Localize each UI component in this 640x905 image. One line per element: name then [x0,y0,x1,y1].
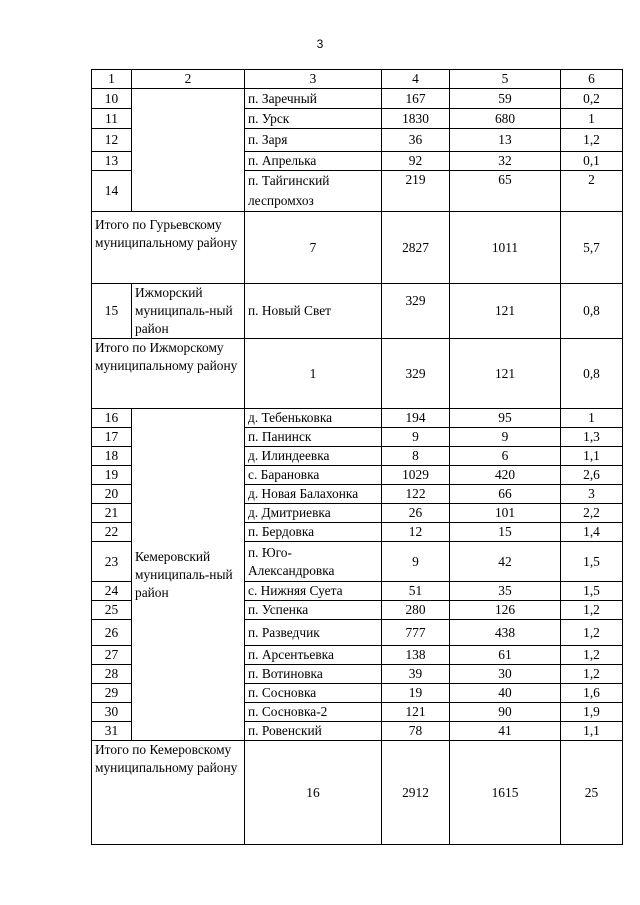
total-count: 16 [245,741,382,845]
col4-value: 329 [382,284,450,339]
col6-value: 2,6 [561,466,623,485]
col5-value: 438 [450,620,561,646]
col4-value: 2912 [382,741,450,845]
col4-value: 19 [382,684,450,703]
col6-value: 1 [561,109,623,129]
row-number: 29 [92,684,132,703]
total-row-guryev [92,212,623,284]
settlements-table [91,69,623,845]
col5-value: 65 [450,171,561,212]
row-number: 25 [92,601,132,620]
col6-value: 5,7 [561,212,623,284]
settlement-name: д. Илиндеевка [245,447,382,466]
col6-value: 1,2 [561,601,623,620]
col6-value: 1,5 [561,582,623,601]
row-number: 18 [92,447,132,466]
col4-value: 121 [382,703,450,722]
settlement-name: п. Бердовка [245,523,382,542]
col4-value: 39 [382,665,450,684]
row-number: 17 [92,428,132,447]
col6-value: 1,2 [561,646,623,665]
settlement-name: д. Тебеньковка [245,409,382,428]
header-row [92,70,623,89]
col4-value: 78 [382,722,450,741]
total-row-kemerovo [92,741,623,845]
col5-value: 32 [450,152,561,171]
row-number: 16 [92,409,132,428]
col4-value: 122 [382,485,450,504]
row-number: 28 [92,665,132,684]
col4-value: 92 [382,152,450,171]
header-cell: 4 [382,70,450,89]
col6-value: 0,8 [561,339,623,409]
col5-value: 6 [450,447,561,466]
col6-value: 1,2 [561,129,623,152]
table-row [92,284,623,339]
col4-value: 329 [382,339,450,409]
col5-value: 15 [450,523,561,542]
col5-value: 61 [450,646,561,665]
col4-value: 1830 [382,109,450,129]
table-row [92,409,623,428]
page-number: 3 [316,37,324,51]
settlement-name: п. Юго-Александровка [245,542,382,582]
col5-value: 126 [450,601,561,620]
col6-value: 2,2 [561,504,623,523]
total-label: Итого по Кемеровскому муниципальному району [92,741,245,845]
settlement-name: п. Ровенский [245,722,382,741]
settlement-name [245,171,382,212]
col5-value: 1011 [450,212,561,284]
settlement-name: п. Новый Свет [245,284,382,339]
col4-value: 1029 [382,466,450,485]
table-row [92,89,623,109]
row-number: 20 [92,485,132,504]
settlement-name: п. Разведчик [245,620,382,646]
row-number: 13 [92,152,132,171]
col6-value: 2 [561,171,623,212]
col4-value: 280 [382,601,450,620]
col6-value: 1,2 [561,620,623,646]
col5-value: 90 [450,703,561,722]
col4-value: 36 [382,129,450,152]
settlement-name: д. Дмитриевка [245,504,382,523]
col6-value: 1,1 [561,722,623,741]
total-label: Итого по Ижморскому муниципальному району [92,339,245,409]
col4-value: 2827 [382,212,450,284]
col5-value: 41 [450,722,561,741]
col5-value: 1615 [450,741,561,845]
settlement-name: п. Успенка [245,601,382,620]
col6-value: 1,6 [561,684,623,703]
row-number: 10 [92,89,132,109]
settlement-name: п. Заря [245,129,382,152]
col5-value: 121 [450,284,561,339]
col4-value: 9 [382,428,450,447]
total-label: Итого по Гурьевскому муниципальному району [92,212,245,284]
settlement-name: п. Арсентьевка [245,646,382,665]
district-cell-guryev [132,89,245,212]
row-number: 24 [92,582,132,601]
col5-value: 42 [450,542,561,582]
settlement-name: п. Вотиновка [245,665,382,684]
col6-value: 25 [561,741,623,845]
col6-value: 1 [561,409,623,428]
col4-value: 51 [382,582,450,601]
settlement-name: с. Нижняя Суета [245,582,382,601]
settlement-name: п. Апрелька [245,152,382,171]
row-number: 15 [92,284,132,339]
col4-value: 167 [382,89,450,109]
col5-value: 420 [450,466,561,485]
row-number: 12 [92,129,132,152]
col4-value: 8 [382,447,450,466]
col6-value: 0,8 [561,284,623,339]
settlement-name: п. Сосновка [245,684,382,703]
col5-value: 35 [450,582,561,601]
row-number: 11 [92,109,132,129]
col4-value: 194 [382,409,450,428]
settlement-name-line1: п. Тайгинский [248,173,330,188]
row-number: 31 [92,722,132,741]
settlement-name: п. Сосновка-2 [245,703,382,722]
col6-value: 1,5 [561,542,623,582]
col5-value: 9 [450,428,561,447]
col4-value: 26 [382,504,450,523]
row-number: 19 [92,466,132,485]
header-cell: 6 [561,70,623,89]
col4-value: 777 [382,620,450,646]
col5-value: 680 [450,109,561,129]
settlement-name: п. Панинск [245,428,382,447]
col5-value: 30 [450,665,561,684]
row-number: 23 [92,542,132,582]
row-number: 30 [92,703,132,722]
col6-value: 1,1 [561,447,623,466]
header-cell: 2 [132,70,245,89]
col5-value: 13 [450,129,561,152]
total-count: 7 [245,212,382,284]
col5-value: 66 [450,485,561,504]
col5-value: 101 [450,504,561,523]
col6-value: 0,2 [561,89,623,109]
col6-value: 3 [561,485,623,504]
col4-value: 9 [382,542,450,582]
col5-value: 59 [450,89,561,109]
row-number: 14 [92,171,132,212]
col4-value: 138 [382,646,450,665]
row-number: 22 [92,523,132,542]
col6-value: 1,9 [561,703,623,722]
settlement-name: п. Заречный [245,89,382,109]
settlement-name: с. Барановка [245,466,382,485]
row-number: 26 [92,620,132,646]
settlement-name-line2: леспромхоз [248,193,314,208]
header-cell: 5 [450,70,561,89]
row-number: 27 [92,646,132,665]
col6-value: 1,4 [561,523,623,542]
col5-value: 95 [450,409,561,428]
col6-value: 1,3 [561,428,623,447]
col4-value: 12 [382,523,450,542]
header-cell: 1 [92,70,132,89]
settlement-name: п. Урск [245,109,382,129]
col5-value: 121 [450,339,561,409]
col6-value: 0,1 [561,152,623,171]
total-row-izhmor [92,339,623,409]
col6-value: 1,2 [561,665,623,684]
col4-value: 219 [382,171,450,212]
col5-value: 40 [450,684,561,703]
header-cell: 3 [245,70,382,89]
district-name: Кемеровский муниципаль-ный район [132,409,245,741]
district-name: Ижморский муниципаль-ный район [132,284,245,339]
total-count: 1 [245,339,382,409]
row-number: 21 [92,504,132,523]
settlement-name: д. Новая Балахонка [245,485,382,504]
